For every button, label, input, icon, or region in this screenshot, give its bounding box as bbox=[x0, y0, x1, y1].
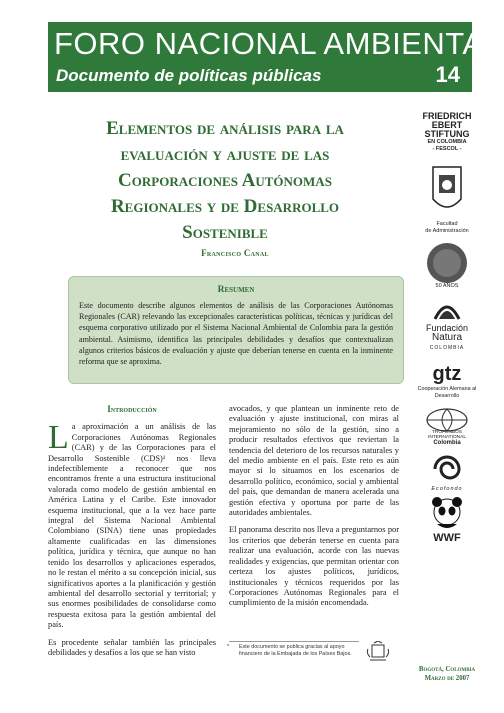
section-heading-introduccion: Introducción bbox=[107, 404, 157, 414]
paragraph: El panorama descrito nos lleva a preguntarnos por los criterios que deberán tenerse en cuenta para realizar una evaluación, acorde con las nuevas realidades y exigencias, que permitan orientar con certeza los ajustes políticos, jurídicos, institucionales y técnicos requeridos por las Corporaciones Autónomas Regionales para el cumplimiento de la misión encomendada. bbox=[229, 525, 399, 608]
netherlands-emblem-icon bbox=[364, 641, 392, 663]
publication-title: FORO NACIONAL AMBIENTAL bbox=[54, 26, 502, 61]
abstract-heading: Resumen bbox=[217, 285, 255, 295]
paragraph: Es procedente señalar también las principales debilidades y desafíos a los que se han visto bbox=[48, 637, 216, 657]
gtz-logo: gtz bbox=[432, 363, 462, 385]
tropenbos-label: TROPENBOS INTERNATIONAL bbox=[427, 430, 467, 440]
anniversary-badge-icon bbox=[415, 241, 479, 285]
abstract-box bbox=[68, 276, 404, 384]
panda-icon bbox=[415, 496, 479, 532]
footnote bbox=[229, 641, 359, 658]
wwf-label: WWF bbox=[433, 532, 461, 544]
ecofondo-label: Ecofondo bbox=[431, 486, 463, 492]
anniversary-label: 50 AÑOS bbox=[435, 283, 459, 289]
drop-cap: L bbox=[48, 419, 69, 457]
footnote-text: Este documento se publica gracias al apoyo financiero de la Embajada de los Países Bajos. bbox=[239, 644, 352, 657]
abstract-text: Este documento describe algunos elementos de análisis de las Corporaciones Autónomas Regionales (CAR) relevando las excepcionales características políticas, técnicas y jurídicas del esquema corporativo utilizado por el Sistema Nacional Ambiental de Colombia para la gestión ambiental. Asimismo, identifica las principales debilidades y desafíos que contextualizan algunos criterios básicos de evaluación y ajuste que deberían tenerse en cuenta en la inminente reforma que se aproxima. bbox=[79, 301, 393, 367]
publication-date: Bogotá, Colombia Marzo de 2007 bbox=[418, 666, 476, 682]
document-title: Elementos de análisis para la evaluación y ajuste de las Corporaciones Autónomas Regionales y de Desarrollo Sostenible bbox=[106, 118, 344, 243]
fescol-logo: FRIEDRICH EBERT STIFTUNG EN COLOMBIA - FESCOL - bbox=[422, 111, 472, 152]
header-banner bbox=[48, 22, 502, 92]
footnote-mark: * bbox=[227, 644, 230, 650]
partner-logos-sidebar bbox=[415, 112, 479, 544]
uniandes-shield-icon bbox=[415, 163, 479, 221]
natura-leaf-icon bbox=[415, 295, 479, 323]
uniandes-caption: Facultad de Administración bbox=[425, 221, 469, 234]
paragraph: avocados, y que plantean un inminente reto de evaluación y ajuste institucional, con miras al mejoramiento no sólo de la gestión, sino a producir resultados efectivos que reviertan la tendencia del deterioro de los recursos naturales y del medio ambiente en el país. Este reto es aún mayor si lo situamos en los escenarios de desarrollo político, económico, social y ambiental del país, que demandan de manera acelerada una gestión efectiva y oportuna por parte de las autoridades ambientales. bbox=[229, 404, 399, 518]
natura-logo: Fundación Natura COLOMBIA bbox=[425, 323, 469, 351]
publication-subtitle: Documento de políticas públicas bbox=[56, 66, 322, 85]
column-right bbox=[229, 404, 399, 616]
issue-number: 14 bbox=[435, 62, 460, 87]
column-left bbox=[48, 404, 216, 665]
ecofondo-swirl-icon bbox=[415, 452, 479, 486]
gtz-caption: Cooperación Alemana al Desarrollo bbox=[417, 386, 477, 399]
paragraph: La aproximación a un análisis de las Corporaciones Autónomas Regionales (CAR) y de las Corporaciones para el Desarrollo Sostenible (CDS)¹ nos lleva indefectiblemente a reconocer que nos encontramos frente a una estructura institucional valorada como modelo de gestión ambiental en América Latina y el Caribe. Este innovador esquema institucional, que a la vez hace parte integral del Sistema Nacional Ambiental Colombiano (SINA) tiene unas propiedades altamente cualificadas en las dimensiones política, jurídica y técnica, que aunque no han tenido los desarrollos y aplicaciones esperados, no le restan el mérito a su concepción inicial, sus significativos aportes a la planificación y gestión ambiental del desarrollo sectorial y territorial; y sus enormes posibilidades de consolidarse como respuesta exitosa para la gestión ambiental del país. bbox=[48, 419, 216, 630]
tropenbos-caption: Colombia bbox=[433, 440, 461, 446]
author-name: Francisco Canal bbox=[201, 248, 269, 258]
